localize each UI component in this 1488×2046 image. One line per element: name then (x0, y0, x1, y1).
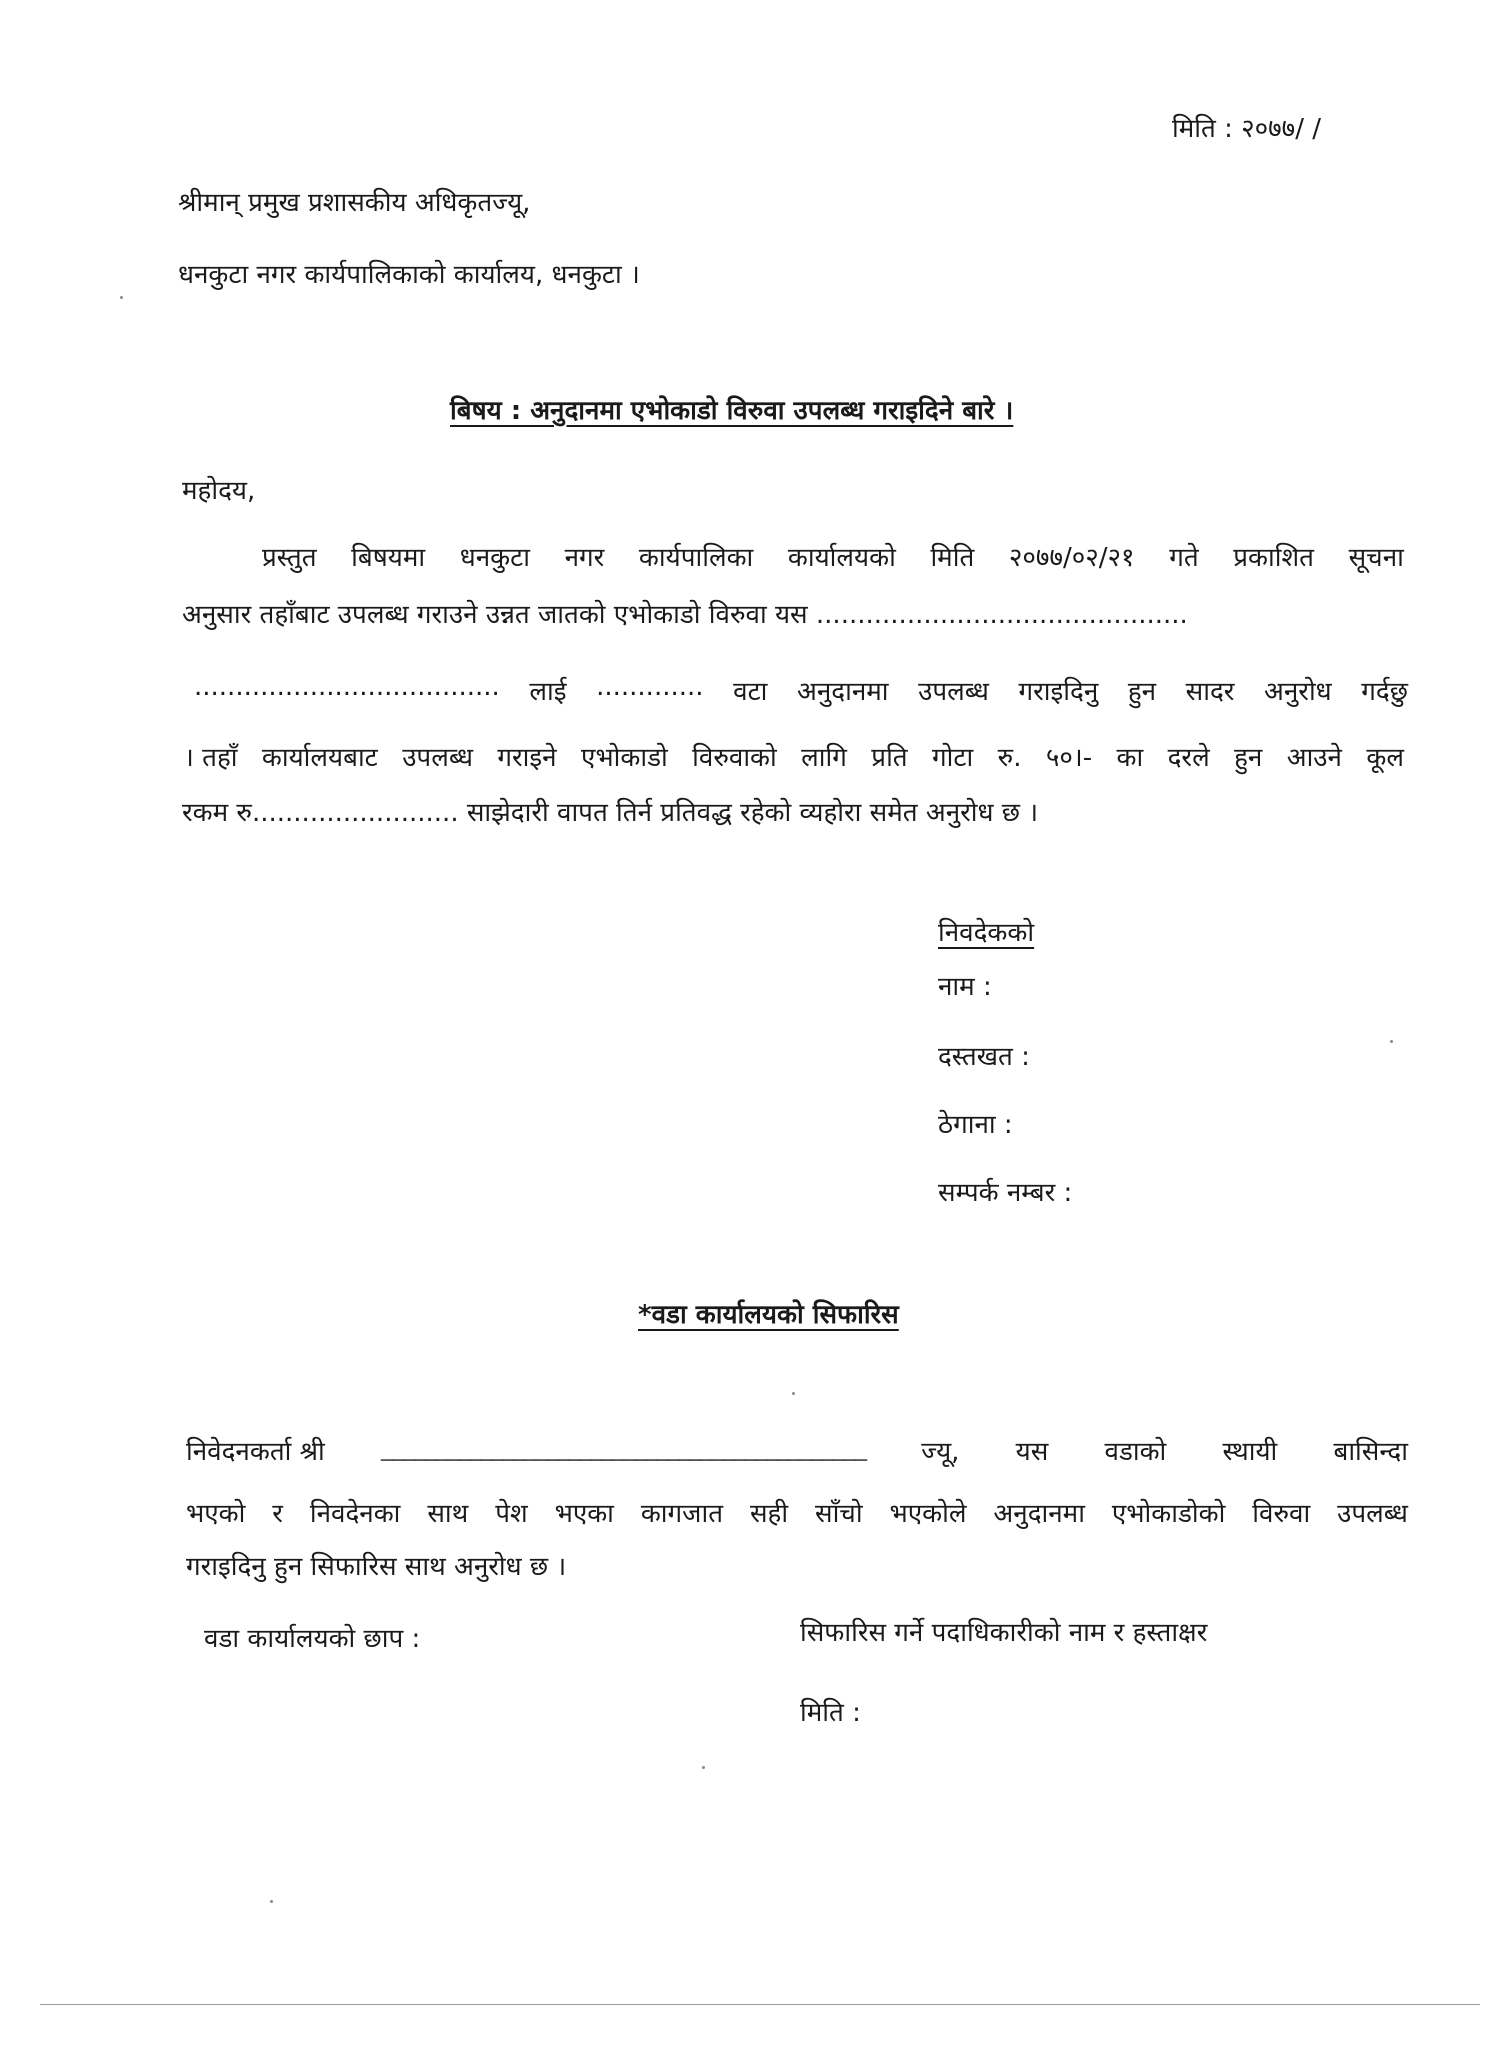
word: गराइने (497, 743, 557, 773)
word: निवेदनकर्ता श्री (186, 1437, 325, 1467)
word: कार्यालयको (787, 543, 896, 573)
word: साथ (427, 1499, 469, 1529)
ward-recommendation-heading: *वडा कार्यालयको सिफारिस (638, 1300, 899, 1330)
word: ५०।- (1045, 743, 1093, 773)
word: नगर (564, 543, 605, 573)
body-line-4 (184, 738, 1404, 774)
word: अनुदानमा (797, 677, 889, 707)
word: उपलब्ध (918, 677, 989, 707)
recipient-line-2: धनकुटा नगर कार्यपालिकाको कार्यालय, धनकुटा । (178, 260, 640, 290)
applicant-signature: दस्तखत : (938, 1042, 1030, 1072)
body-line-2: अनुसार तहाँबाट उपलब्ध गराउने उन्नत जातको एभोकाडो विरुवा यस ............................................. (182, 600, 1188, 630)
applicant-contact: सम्पर्क नम्बर : (938, 1178, 1073, 1208)
word: पेश (495, 1499, 528, 1529)
word: विरुवा (1252, 1499, 1311, 1529)
word: दरले (1167, 743, 1210, 773)
word: सूचना (1348, 543, 1404, 573)
word: एभोकाडोको (1111, 1499, 1226, 1529)
word: गते (1169, 543, 1199, 573)
scan-speck (702, 1766, 705, 1769)
scan-speck (120, 296, 123, 299)
word: ज्यू, (921, 1437, 960, 1467)
word: रु. (997, 743, 1022, 773)
word: लागि (801, 743, 847, 773)
word: वटा (733, 677, 768, 707)
word: प्रति (871, 743, 908, 773)
word: सही (749, 1499, 789, 1529)
word: २०७७/०२/२१ (1008, 543, 1135, 573)
word: निवदेनका (309, 1499, 401, 1529)
word: ..................................... (194, 672, 500, 702)
word: कार्यपालिका (638, 543, 754, 573)
word: सादर (1185, 677, 1235, 707)
ward-stamp-label: वडा कार्यालयको छाप : (204, 1624, 421, 1654)
recommendation-line-3: गराइदिनु हुन सिफारिस साथ अनुरोध छ । (186, 1552, 567, 1582)
recommendation-line-2 (186, 1494, 1408, 1530)
word: प्रकाशित (1233, 543, 1314, 573)
subject-line: बिषय : अनुदानमा एभोकाडो विरुवा उपलब्ध गराइदिने बारे । (450, 396, 1014, 426)
word: अनुदानमा (993, 1499, 1085, 1529)
word: कार्यालयबाट (261, 743, 378, 773)
word: कागजात (640, 1499, 724, 1529)
word: हुन (1234, 743, 1263, 773)
word: भएको (186, 1499, 246, 1529)
word: उपलब्ध (1337, 1499, 1408, 1529)
scan-speck (792, 1392, 795, 1395)
applicant-name: नाम : (938, 972, 992, 1002)
date-top: मिति : २०७७/ / (1172, 114, 1321, 144)
word: भएकोले (889, 1499, 967, 1529)
word: आउने (1286, 743, 1342, 773)
word: धनकुटा (459, 543, 530, 573)
applicant-heading: निवदेकको (938, 918, 1035, 948)
salutation: महोदय, (182, 476, 256, 506)
word: भएका (554, 1499, 614, 1529)
body-line-1 (262, 538, 1404, 574)
applicant-name-blank: ____________________________________________ (381, 1432, 865, 1462)
word: लाई (529, 677, 567, 707)
word: एभोकाडो (580, 743, 668, 773)
date-bottom: मिति : (800, 1698, 861, 1728)
word: यस (1015, 1437, 1049, 1467)
word: ............. (596, 672, 704, 702)
word: विरुवाको (692, 743, 777, 773)
recipient-line-1: श्रीमान् प्रमुख प्रशासकीय अधिकृतज्यू, (178, 188, 531, 218)
word: उपलब्ध (402, 743, 473, 773)
word: गर्दछु (1361, 677, 1408, 707)
applicant-address: ठेगाना : (938, 1110, 1013, 1140)
word: साँचो (815, 1499, 863, 1529)
word: बिषयमा (351, 543, 426, 573)
scan-speck (270, 1900, 273, 1903)
recommendation-line-1 (186, 1432, 1408, 1468)
body-line-3 (194, 672, 1408, 708)
word: हुन (1127, 677, 1157, 707)
word: मिति (930, 543, 975, 573)
word: गराइदिनु (1018, 677, 1099, 707)
word: र (272, 1499, 283, 1529)
word: । तहाँ (184, 743, 238, 773)
official-signature-label: सिफारिस गर्ने पदाधिकारीको नाम र हस्ताक्षर (800, 1618, 1208, 1648)
word: वडाको (1104, 1437, 1167, 1467)
word: अनुरोध (1264, 677, 1332, 707)
body-line-5: रकम रु......................... साझेदारी वापत तिर्न प्रतिवद्ध रहेको व्यहोरा समेत अनुरोध छ । (182, 798, 1039, 828)
word: का (1116, 743, 1144, 773)
word: कूल (1366, 743, 1404, 773)
word: प्रस्तुत (262, 543, 317, 573)
scan-speck (1390, 1040, 1393, 1043)
bottom-rule (40, 2004, 1480, 2005)
word: स्थायी (1222, 1437, 1278, 1467)
word: बासिन्दा (1333, 1437, 1408, 1467)
word: गोटा (932, 743, 974, 773)
